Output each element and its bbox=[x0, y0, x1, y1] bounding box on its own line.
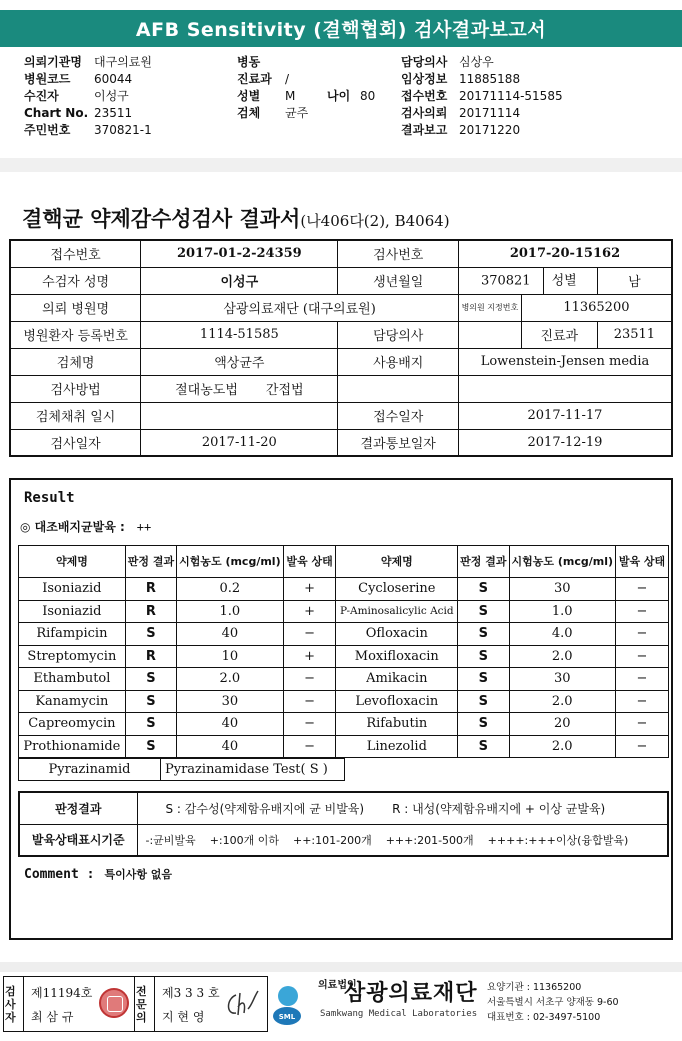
org-name: 삼광의료재단 bbox=[344, 981, 478, 1006]
specialist-label: 전문의 bbox=[136, 984, 147, 1024]
judge-result: S bbox=[458, 600, 509, 623]
info-value: 2017-12-19 bbox=[458, 429, 672, 456]
legend-growth-item: +++:201-500개 bbox=[385, 833, 474, 847]
info-value bbox=[458, 321, 521, 348]
drug-name: Levofloxacin bbox=[336, 690, 458, 713]
hdr-label: 주민번호 bbox=[24, 123, 71, 137]
conc-value: 20 bbox=[509, 713, 616, 736]
info-label: 검사번호 bbox=[338, 240, 459, 267]
info-value: 11365200 bbox=[521, 294, 672, 321]
comment-label: Comment : bbox=[24, 867, 95, 882]
control-label: ◎ 대조배지균발육 : bbox=[20, 520, 125, 534]
table-row bbox=[19, 713, 669, 736]
judge-result: R bbox=[125, 578, 176, 601]
table-row bbox=[19, 645, 669, 668]
hdr-label: 진료과 bbox=[237, 72, 272, 86]
drug-name: Isoniazid bbox=[19, 600, 126, 623]
result-section bbox=[9, 478, 673, 940]
signature-icon bbox=[222, 987, 262, 1021]
legend-growth-values bbox=[137, 824, 668, 856]
growth-state: − bbox=[616, 713, 669, 736]
sml-logo-icon bbox=[272, 978, 312, 1028]
tester-name: 최 삼 규 bbox=[31, 1010, 74, 1024]
info-value: 370821 bbox=[480, 273, 531, 288]
conc-value: 1.0 bbox=[509, 600, 616, 623]
hdr-label: 검체 bbox=[237, 106, 261, 120]
info-label: 검체명 bbox=[10, 348, 141, 375]
comment-text: 특이사항 없음 bbox=[104, 868, 173, 881]
info-value: 23511 bbox=[597, 321, 672, 348]
conc-value: 10 bbox=[177, 645, 284, 668]
judge-result: S bbox=[125, 735, 176, 758]
info-label: 검체채취 일시 bbox=[10, 402, 141, 429]
growth-state: − bbox=[616, 623, 669, 646]
table-row bbox=[19, 735, 669, 758]
info-value: 2017-01-2-24359 bbox=[141, 240, 338, 267]
hdr-label: 접수번호 bbox=[401, 89, 448, 103]
info-value: 액상균주 bbox=[141, 348, 338, 375]
legend-s: S : 감수성(약제함유배지에 균 비발육) bbox=[165, 801, 365, 816]
info-empty bbox=[458, 375, 672, 402]
judge-result: S bbox=[458, 668, 509, 691]
hdr-label: 결과보고 bbox=[401, 123, 448, 137]
hdr-value: 60044 bbox=[94, 71, 133, 86]
growth-state: + bbox=[283, 600, 336, 623]
judge-result: S bbox=[458, 645, 509, 668]
growth-state: − bbox=[616, 690, 669, 713]
logo-text: SML bbox=[278, 1013, 296, 1021]
info-label: 검사방법 bbox=[10, 375, 141, 402]
drug-name: Prothionamide bbox=[19, 735, 126, 758]
conc-value: 1.0 bbox=[177, 600, 284, 623]
judge-result: S bbox=[458, 623, 509, 646]
drug-name: Streptomycin bbox=[19, 645, 126, 668]
judge-result: S bbox=[458, 713, 509, 736]
drug-name: Amikacin bbox=[336, 668, 458, 691]
judge-result: S bbox=[125, 623, 176, 646]
judge-result: S bbox=[125, 690, 176, 713]
hdr-label: 검사의뢰 bbox=[401, 106, 448, 120]
hdr-value: 이성구 bbox=[94, 89, 129, 103]
patient-info-table bbox=[9, 239, 673, 457]
pyrazinamidase-test: Pyrazinamidase Test( S ) bbox=[161, 759, 345, 781]
header-col2 bbox=[237, 53, 375, 121]
judge-result: S bbox=[458, 735, 509, 758]
conc-value: 40 bbox=[177, 735, 284, 758]
report-heading bbox=[22, 203, 450, 233]
conc-value: 2.0 bbox=[177, 668, 284, 691]
info-value: 간접법 bbox=[265, 383, 304, 398]
drug-name: Ofloxacin bbox=[336, 623, 458, 646]
control-growth bbox=[20, 518, 151, 535]
info-label: 담당의사 bbox=[338, 321, 459, 348]
info-value: 남 bbox=[597, 267, 672, 294]
growth-state: − bbox=[616, 600, 669, 623]
conc-value: 30 bbox=[509, 668, 616, 691]
drug-name: Cycloserine bbox=[336, 578, 458, 601]
legend-judge-label: 판정결과 bbox=[19, 792, 137, 824]
judge-result: R bbox=[125, 600, 176, 623]
specialist-name: 지 현 영 bbox=[162, 1010, 205, 1024]
hdr-value: 370821-1 bbox=[94, 122, 152, 137]
col-header-judge: 판정 결과 bbox=[125, 546, 176, 578]
drug-name: Kanamycin bbox=[19, 690, 126, 713]
growth-state: − bbox=[283, 623, 336, 646]
info-label: 접수일자 bbox=[338, 402, 459, 429]
drug-name: Ethambutol bbox=[19, 668, 126, 691]
growth-state: − bbox=[283, 735, 336, 758]
dob-sex-cell bbox=[458, 267, 597, 294]
growth-state: − bbox=[616, 668, 669, 691]
org-prefix: 의료법인 bbox=[318, 980, 357, 991]
hdr-value: 20171114-51585 bbox=[459, 88, 563, 103]
col-header-drug: 약제명 bbox=[19, 546, 126, 578]
judge-result: S bbox=[458, 690, 509, 713]
footer-band bbox=[0, 962, 682, 972]
info-value: 2017-11-20 bbox=[141, 429, 338, 456]
hdr-label: 담당의사 bbox=[401, 55, 448, 69]
separator-band bbox=[0, 158, 682, 172]
info-value: Lowenstein-Jensen media bbox=[458, 348, 672, 375]
drug-sensitivity-table bbox=[18, 545, 669, 758]
drug-name: Isoniazid bbox=[19, 578, 126, 601]
judge-result: S bbox=[125, 713, 176, 736]
legend-r: R : 내성(약제함유배지에 + 이상 균발육) bbox=[392, 801, 606, 816]
growth-state: − bbox=[283, 690, 336, 713]
report-heading-text: 결핵균 약제감수성검사 결과서 bbox=[22, 206, 301, 231]
hdr-label: 나이 bbox=[327, 89, 351, 103]
conc-value: 40 bbox=[177, 713, 284, 736]
growth-state: + bbox=[283, 645, 336, 668]
page-title: AFB Sensitivity (결핵협회) 검사결과보고서 bbox=[135, 19, 547, 41]
info-label: 접수번호 bbox=[10, 240, 141, 267]
result-title: Result bbox=[24, 490, 75, 506]
info-label: 병원환자 등록번호 bbox=[10, 321, 141, 348]
tester-license: 제11194호 bbox=[31, 986, 93, 1000]
info-value: 삼광의료재단 (대구의료원) bbox=[141, 294, 459, 321]
hdr-label: 의뢰기관명 bbox=[24, 55, 82, 69]
growth-state: − bbox=[616, 645, 669, 668]
judge-result: S bbox=[125, 668, 176, 691]
hdr-value: 균주 bbox=[285, 106, 309, 120]
conc-value: 0.2 bbox=[177, 578, 284, 601]
hdr-value: / bbox=[285, 71, 290, 86]
table-row bbox=[19, 600, 669, 623]
signature-box bbox=[3, 976, 268, 1032]
col-header-conc: 시험농도 (mcg/ml) bbox=[177, 546, 284, 578]
org-phone: 대표번호 : 02-3497-5100 bbox=[487, 1012, 601, 1023]
info-label: 사용배지 bbox=[338, 348, 459, 375]
info-value: 이성구 bbox=[141, 267, 338, 294]
col-header-conc: 시험농도 (mcg/ml) bbox=[509, 546, 616, 578]
legend-growth-item: -:균비발육 bbox=[145, 833, 196, 847]
hdr-label: 수진자 bbox=[24, 89, 59, 103]
conc-value: 4.0 bbox=[509, 623, 616, 646]
hdr-value: M bbox=[285, 88, 296, 103]
judge-result: S bbox=[458, 578, 509, 601]
divider bbox=[543, 268, 544, 294]
legend-growth-item: ++++:+++이상(융합발육) bbox=[487, 833, 629, 847]
hdr-label: 병동 bbox=[237, 55, 261, 69]
col-header-growth: 발육 상태 bbox=[283, 546, 336, 578]
info-label: 수검자 성명 bbox=[10, 267, 141, 294]
judge-result: R bbox=[125, 645, 176, 668]
hdr-value: 11885188 bbox=[459, 71, 521, 86]
conc-value: 30 bbox=[509, 578, 616, 601]
growth-state: − bbox=[283, 713, 336, 736]
report-title-bar bbox=[0, 10, 682, 47]
hdr-label: 성별 bbox=[237, 89, 261, 103]
drug-name: Moxifloxacin bbox=[336, 645, 458, 668]
legend-table bbox=[18, 791, 669, 857]
info-label: 검사일자 bbox=[10, 429, 141, 456]
drug-name: Pyrazinamid bbox=[19, 759, 161, 781]
conc-value: 2.0 bbox=[509, 645, 616, 668]
legend-growth-item: ++:101-200개 bbox=[292, 833, 372, 847]
control-value: ++ bbox=[136, 520, 152, 534]
header-col1 bbox=[24, 53, 152, 138]
table-row bbox=[19, 623, 669, 646]
info-label: 성별 bbox=[551, 273, 577, 288]
info-label: 생년월일 bbox=[338, 267, 459, 294]
hdr-label: 임상정보 bbox=[401, 72, 448, 86]
pyrazinamid-row bbox=[18, 758, 345, 781]
conc-value: 2.0 bbox=[509, 735, 616, 758]
info-label: 결과통보일자 bbox=[338, 429, 459, 456]
info-label: 진료과 bbox=[521, 321, 597, 348]
legend-growth-item: +:100개 이하 bbox=[209, 833, 279, 847]
conc-value: 40 bbox=[177, 623, 284, 646]
hdr-value: 심상우 bbox=[459, 55, 494, 69]
drug-name: Rifabutin bbox=[336, 713, 458, 736]
drug-name: Capreomycin bbox=[19, 713, 126, 736]
drug-name: Linezolid bbox=[336, 735, 458, 758]
col-header-judge: 판정 결과 bbox=[458, 546, 509, 578]
header-col3 bbox=[401, 53, 563, 138]
table-row bbox=[19, 668, 669, 691]
conc-value: 2.0 bbox=[509, 690, 616, 713]
hdr-value: 20171220 bbox=[459, 122, 521, 137]
org-contact bbox=[487, 980, 619, 1025]
info-value bbox=[141, 402, 338, 429]
hdr-label: 병원코드 bbox=[24, 72, 71, 86]
hdr-label: Chart No. bbox=[24, 105, 89, 120]
info-value: 1114-51585 bbox=[141, 321, 338, 348]
info-value: 2017-20-15162 bbox=[458, 240, 672, 267]
conc-value: 30 bbox=[177, 690, 284, 713]
seal-icon bbox=[99, 988, 129, 1018]
drug-name: P-Aminosalicylic Acid bbox=[336, 600, 458, 623]
growth-state: + bbox=[283, 578, 336, 601]
info-value: 절대농도법 bbox=[175, 383, 238, 398]
growth-state: − bbox=[616, 578, 669, 601]
table-row bbox=[19, 690, 669, 713]
hdr-value: 대구의료원 bbox=[94, 55, 152, 69]
legend-growth-label: 발육상태표시기준 bbox=[19, 824, 137, 856]
info-label: 의뢰 병원명 bbox=[10, 294, 141, 321]
info-empty bbox=[338, 375, 459, 402]
info-value: 2017-11-17 bbox=[458, 402, 672, 429]
growth-state: − bbox=[616, 735, 669, 758]
col-header-growth: 발육 상태 bbox=[616, 546, 669, 578]
col-header-drug: 약제명 bbox=[336, 546, 458, 578]
info-label: 병의원 지정번호 bbox=[458, 294, 521, 321]
drug-name: Rifampicin bbox=[19, 623, 126, 646]
specialist-license: 제3 3 3 호 bbox=[162, 986, 220, 1000]
growth-state: − bbox=[283, 668, 336, 691]
hdr-value: 80 bbox=[360, 88, 376, 103]
method-cell bbox=[141, 375, 338, 402]
report-code: (나406다(2), B4064) bbox=[300, 212, 450, 230]
legend-judge-values bbox=[137, 792, 668, 824]
tester-label: 검사자 bbox=[5, 984, 16, 1024]
table-row bbox=[19, 578, 669, 601]
hdr-value: 20171114 bbox=[459, 105, 521, 120]
hdr-value: 23511 bbox=[94, 105, 133, 120]
org-eng-name: Samkwang Medical Laboratories bbox=[320, 1009, 478, 1019]
org-address: 서울특별시 서초구 양재동 9-60 bbox=[487, 997, 619, 1008]
org-code: 요양기관 : 11365200 bbox=[487, 982, 582, 993]
comment bbox=[24, 866, 172, 882]
